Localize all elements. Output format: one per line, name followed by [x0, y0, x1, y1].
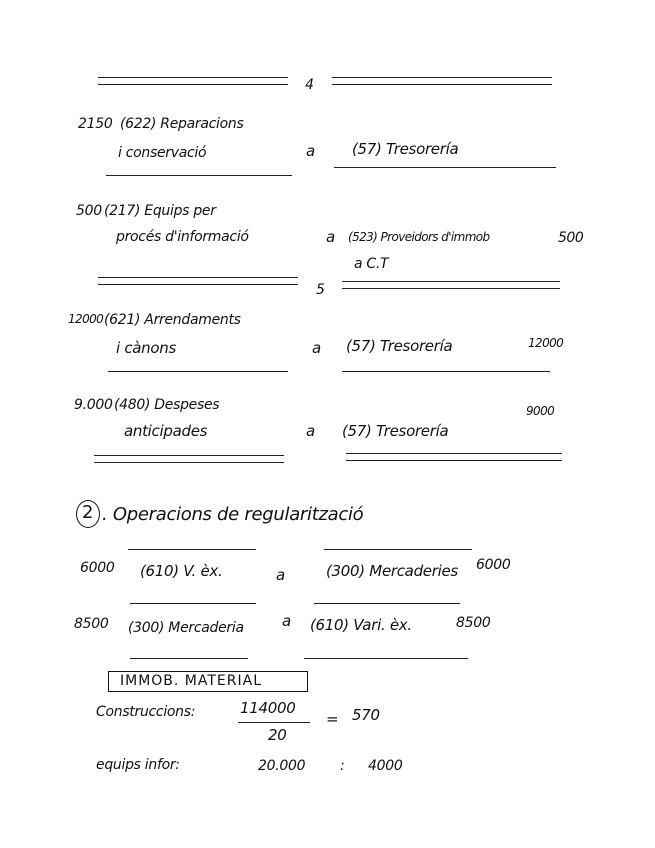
- entry-credit-account: (610) Vari. èx.: [310, 616, 412, 634]
- entry-debit-account: (622) Reparacions: [120, 116, 244, 132]
- rule: [346, 453, 562, 454]
- rule: [314, 603, 460, 604]
- entry-a: a: [276, 566, 285, 584]
- entry-a: a: [282, 612, 291, 630]
- entry-credit-account: (523) Proveidors d'immob: [348, 230, 490, 244]
- entry-amount: 12000: [68, 312, 104, 326]
- rule: [346, 460, 562, 461]
- equips-result: 4000: [368, 758, 403, 774]
- rule: [108, 371, 288, 372]
- entry-credit-account: (57) Tresorería: [342, 422, 449, 440]
- rule: [98, 84, 288, 85]
- rule: [98, 284, 298, 285]
- fraction-denominator: 20: [268, 726, 287, 744]
- page-marker: 4: [305, 77, 314, 93]
- section-title: . Operacions de regularització: [102, 504, 364, 525]
- immob-material-label: IMMOB. MATERIAL: [120, 673, 263, 689]
- entry-amount: 500: [76, 203, 102, 219]
- entry-debit-account-cont: anticipades: [124, 422, 208, 440]
- entry-debit-account: (217) Equips per: [104, 203, 216, 219]
- rule: [94, 455, 284, 456]
- entry-credit-account: (57) Tresorería: [352, 140, 459, 158]
- rule: [324, 549, 472, 550]
- entry-debit-account-cont: i conservació: [118, 145, 207, 161]
- rule: [130, 603, 256, 604]
- entry-a: a: [306, 422, 315, 440]
- rule: [342, 281, 560, 282]
- rule: [98, 277, 298, 278]
- entry-credit-account: (300) Mercaderies: [326, 562, 458, 580]
- rule: [128, 549, 256, 550]
- entry-debit-account: (610) V. èx.: [140, 562, 223, 580]
- equips-value: 20.000: [258, 758, 306, 774]
- construccions-result: 570: [352, 706, 380, 724]
- section-number: 2: [82, 502, 94, 523]
- rule: [334, 167, 556, 168]
- equips-label: equips infor:: [96, 757, 180, 773]
- entry-credit-account-cont: a C.T: [354, 256, 389, 272]
- rule: [98, 77, 288, 78]
- entry-credit-amount: 9000: [526, 404, 555, 418]
- rule: [94, 462, 284, 463]
- rule: [332, 77, 552, 78]
- entry-credit-account: (57) Tresorería: [346, 337, 453, 355]
- entry-a: a: [326, 228, 335, 246]
- page-marker: 5: [316, 282, 325, 298]
- entry-debit-account: (300) Mercaderia: [128, 620, 244, 636]
- construccions-label: Construccions:: [96, 704, 196, 720]
- entry-debit-account-cont: i cànons: [116, 339, 176, 357]
- fraction-bar: [238, 722, 310, 723]
- entry-credit-amount: 6000: [476, 557, 511, 573]
- rule: [342, 371, 550, 372]
- fraction-numerator: 114000: [240, 699, 296, 717]
- equals-sign: =: [326, 710, 339, 728]
- division-sign: :: [340, 758, 345, 774]
- rule: [332, 84, 552, 85]
- entry-credit-amount: 12000: [528, 336, 564, 350]
- entry-credit-amount: 8500: [456, 615, 491, 631]
- rule: [106, 175, 292, 176]
- entry-credit-amount: 500: [558, 230, 584, 246]
- rule: [342, 288, 560, 289]
- rule: [130, 658, 248, 659]
- entry-amount: 2150: [78, 116, 113, 132]
- entry-debit-account-cont: procés d'informació: [116, 229, 249, 245]
- entry-a: a: [312, 339, 321, 357]
- entry-amount: 9.000: [74, 397, 113, 413]
- entry-a: a: [306, 142, 315, 160]
- entry-debit-account: (480) Despeses: [114, 397, 220, 413]
- rule: [304, 658, 468, 659]
- entry-amount: 6000: [80, 560, 115, 576]
- entry-debit-account: (621) Arrendaments: [104, 312, 241, 328]
- entry-amount: 8500: [74, 616, 109, 632]
